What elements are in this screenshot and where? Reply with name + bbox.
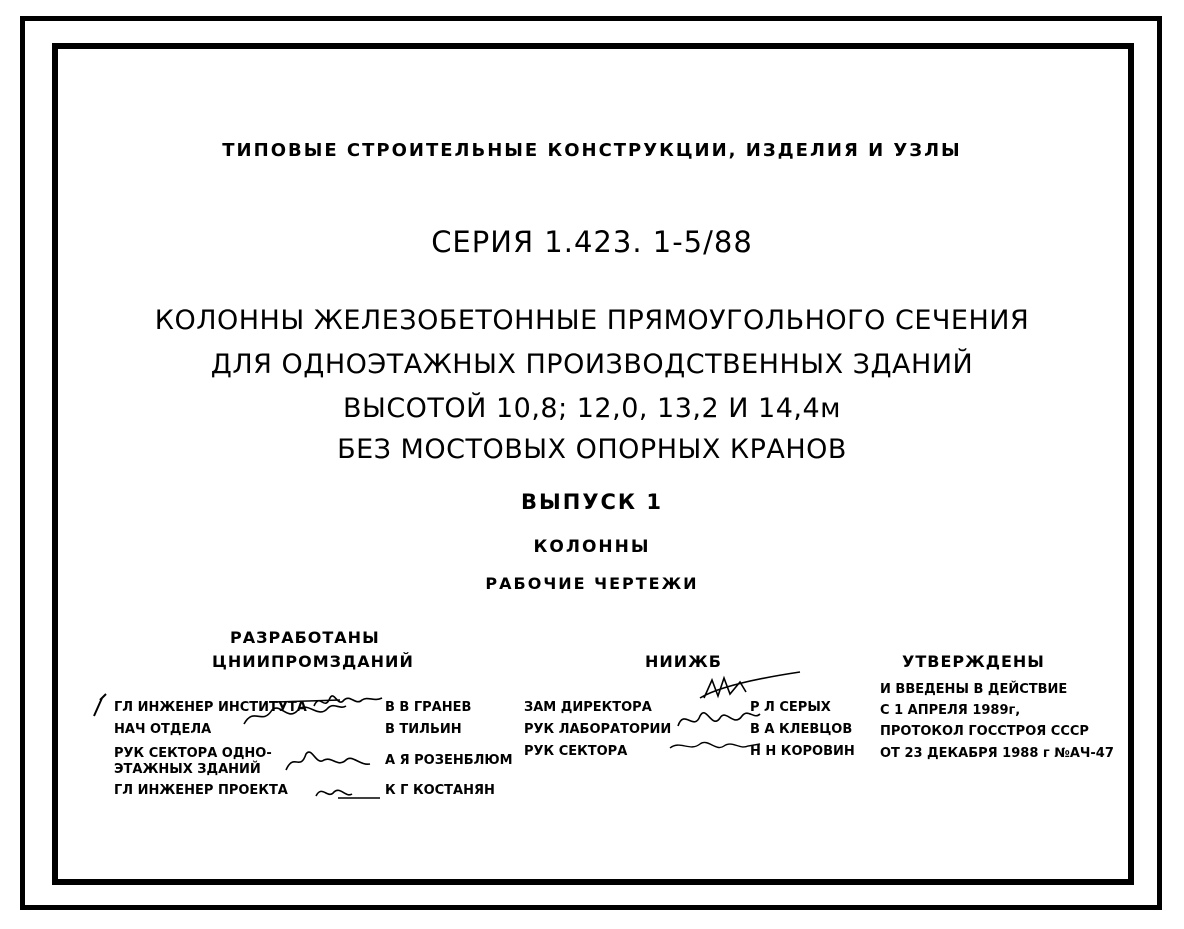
title-line-4: БЕЗ МОСТОВЫХ ОПОРНЫХ КРАНОВ: [337, 434, 847, 465]
name-korovin: Н Н КОРОВИН: [750, 744, 855, 759]
document-type: РАБОЧИЕ ЧЕРТЕЖИ: [485, 574, 699, 593]
role-chief-engineer-institute: ГЛ ИНЖЕНЕР ИНСТИТУТА: [114, 700, 307, 715]
name-serykh: Р Л СЕРЫХ: [750, 700, 831, 715]
name-granev: В В ГРАНЕВ: [385, 700, 472, 715]
role-chief-project-engineer: ГЛ ИНЖЕНЕР ПРОЕКТА: [114, 783, 288, 798]
approval-line-2: С 1 АПРЕЛЯ 1989г,: [880, 703, 1021, 718]
role-sector-head: РУК СЕКТОРА: [524, 744, 628, 759]
issue-number: ВЫПУСК 1: [520, 490, 664, 514]
role-lab-head: РУК ЛАБОРАТОРИИ: [524, 722, 672, 737]
role-deputy-director: ЗАМ ДИРЕКТОРА: [524, 700, 652, 715]
niizhb-heading: НИИЖБ: [645, 652, 722, 671]
developer-heading: РАЗРАБОТАНЫ: [230, 628, 380, 647]
signature-kostanyan: [312, 780, 384, 804]
approval-line-4: ОТ 23 ДЕКАБРЯ 1988 г №АЧ-47: [880, 746, 1114, 761]
developer-institute: ЦНИИПРОМЗДАНИЙ: [212, 652, 414, 671]
name-tilyin: В ТИЛЬИН: [385, 722, 462, 737]
subject-text: КОЛОННЫ: [533, 537, 651, 557]
approval-heading: УТВЕРЖДЕНЫ: [902, 652, 1045, 671]
role-sector-head-1: РУК СЕКТОРА ОДНО-: [114, 746, 272, 761]
approval-line-1: И ВВЕДЕНЫ В ДЕЙСТВИЕ: [880, 682, 1068, 697]
name-rozenblyum: А Я РОЗЕНБЛЮМ: [385, 753, 513, 768]
title-line-2: ДЛЯ ОДНОЭТАЖНЫХ ПРОИЗВОДСТВЕННЫХ ЗДАНИЙ: [210, 349, 974, 380]
signature-serykh: [660, 668, 810, 768]
title-line-3: ВЫСОТОЙ 10,8; 12,0, 13,2 И 14,4м: [342, 393, 842, 424]
corner-tick-mark: [88, 692, 118, 720]
role-sector-head-2: ЭТАЖНЫХ ЗДАНИЙ: [114, 762, 261, 777]
name-kostanyan: К Г КОСТАНЯН: [385, 783, 495, 798]
signature-tilyin: [240, 696, 350, 732]
title-line-1: КОЛОННЫ ЖЕЛЕЗОБЕТОННЫЕ ПРЯМОУГОЛЬНОГО СЕЧЕНИЯ: [154, 305, 1030, 336]
role-dept-head: НАЧ ОТДЕЛА: [114, 722, 212, 737]
approval-line-3: ПРОТОКОЛ ГОССТРОЯ СССР: [880, 724, 1089, 739]
name-klevtsov: В А КЛЕВЦОВ: [750, 722, 853, 737]
header-text: ТИПОВЫЕ СТРОИТЕЛЬНЫЕ КОНСТРУКЦИИ, ИЗДЕЛИЯ И УЗЛЫ: [222, 140, 962, 161]
series-number: СЕРИЯ 1.423. 1-5/88: [431, 225, 753, 259]
signature-rozenblyum: [282, 744, 378, 776]
